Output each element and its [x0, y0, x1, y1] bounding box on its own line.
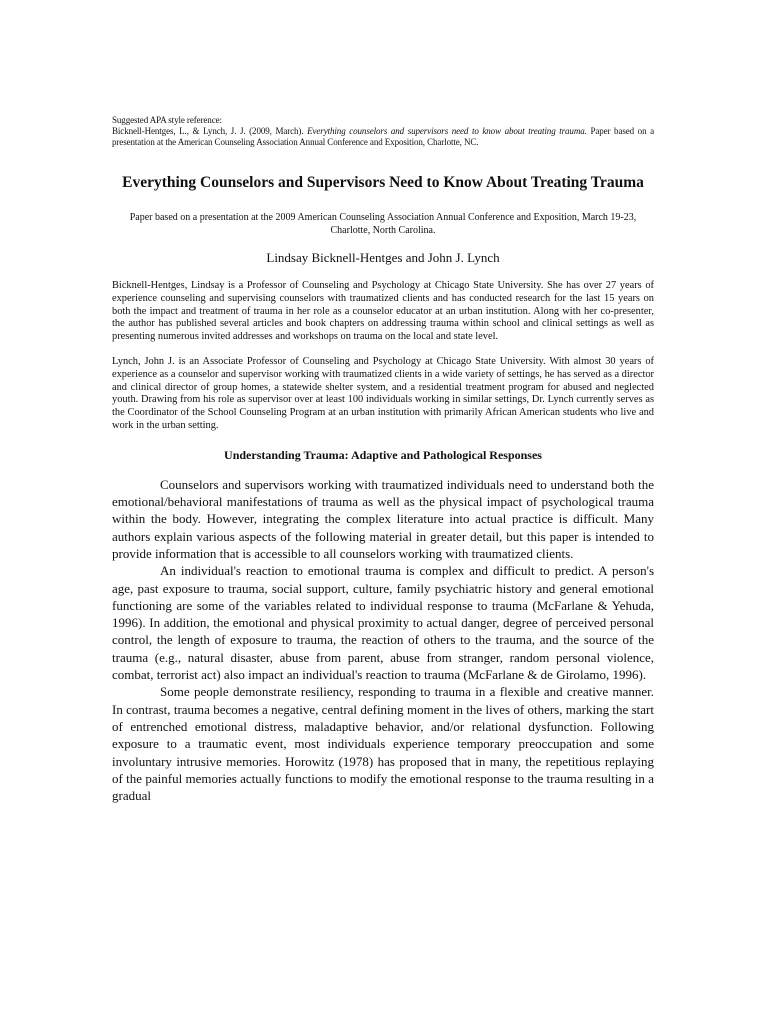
paper-authors: Lindsay Bicknell-Hentges and John J. Lynch	[266, 250, 500, 265]
document-page	[112, 115, 654, 804]
apa-reference	[112, 115, 654, 148]
citation-title: Everything counselors and supervisors need to know about treating trauma.	[307, 126, 587, 136]
section-heading: Understanding Trauma: Adaptive and Pathological Responses	[224, 447, 542, 462]
citation-authors: Bicknell-Hentges, L., & Lynch, J. J. (2009, March).	[112, 126, 304, 136]
author-bio-lynch: Lynch, John J. is an Associate Professor of Counseling and Psychology at Chicago State University. With almost 30 years of experience as a counselor and supervisor working with traumatized clients in a wide variety of settings, he has served as a director and clinical director of group homes, a statewide shelter system, and a residential treatment program for abused and neglected youth. Drawing from his role as supervisor over at least 100 individuals working in similar settings, Dr. Lynch currently serves as the Coordinator of the School Counseling Program at an urban institution with primarily African American students who live and work in the urban setting.	[112, 355, 654, 431]
body-paragraph: Some people demonstrate resiliency, responding to trauma in a flexible and creative manner. In contrast, trauma becomes a negative, central defining moment in the lives of others, marking the start of entrenched emotional distress, maladaptive behavior, and/or relational dysfunction. Following exposure to a traumatic event, most individuals experience temporary preoccupation and some involuntary intrusive memories. Horowitz (1978) has proposed that in many, the repetitious replaying of the painful memories actually functions to modify the emotional response to the trauma resulting in a gradual	[112, 684, 654, 804]
body-text	[112, 476, 654, 805]
body-paragraph: An individual's reaction to emotional trauma is complex and difficult to predict. A person's age, past exposure to trauma, social support, culture, family psychiatric history and general emotional functioning are some of the variables related to individual response to trauma (McFarlane & Yehuda, 1996). In addition, the emotional and physical proximity to actual danger, degree of perceived personal control, the length of exposure to trauma, the reaction of others to the trauma, and the source of the trauma (e.g., natural disaster, abuse from parent, abuse from stranger, random personal violence, combat, terrorist act) also impact an individual's reaction to trauma (McFarlane & de Girolamo, 1996).	[112, 563, 654, 683]
paper-title: Everything Counselors and Supervisors Need to Know About Treating Trauma	[122, 174, 644, 191]
citation-details: Paper based on a presentation at the American Counseling Association Annual Conference and Exposition, Charlotte, NC.	[112, 126, 655, 147]
author-bio-bicknell-hentges: Bicknell-Hentges, Lindsay is a Professor of Counseling and Psychology at Chicago State University. She has over 27 years of experience counseling and supervising counselors with traumatized clients and has conducted research for the last 15 years on both the impact and treatment of trauma in her role as a counselor educator at an urban institution. Along with her co-presenter, the author has published several articles and book chapters on addressing trauma within school and clinical settings as well as presenting numerous invited addresses and workshops on trauma on the local and state level.	[112, 280, 654, 343]
reference-citation	[112, 126, 654, 148]
paper-subtitle: Paper based on a presentation at the 2009 American Counseling Association Annual Conference and Exposition, March 19-23, Charlotte, North Carolina.	[129, 212, 637, 236]
body-paragraph: Counselors and supervisors working with traumatized individuals need to understand both the emotional/behavioral manifestations of trauma as well as the physical impact of psychological trauma within the body. However, integrating the complex literature into actual practice is difficult. Many authors explain various aspects of the following material in greater detail, but this paper is intended to provide information that is accessible to all counselors working with traumatized clients.	[112, 476, 654, 561]
reference-label: Suggested APA style reference:	[112, 115, 222, 125]
